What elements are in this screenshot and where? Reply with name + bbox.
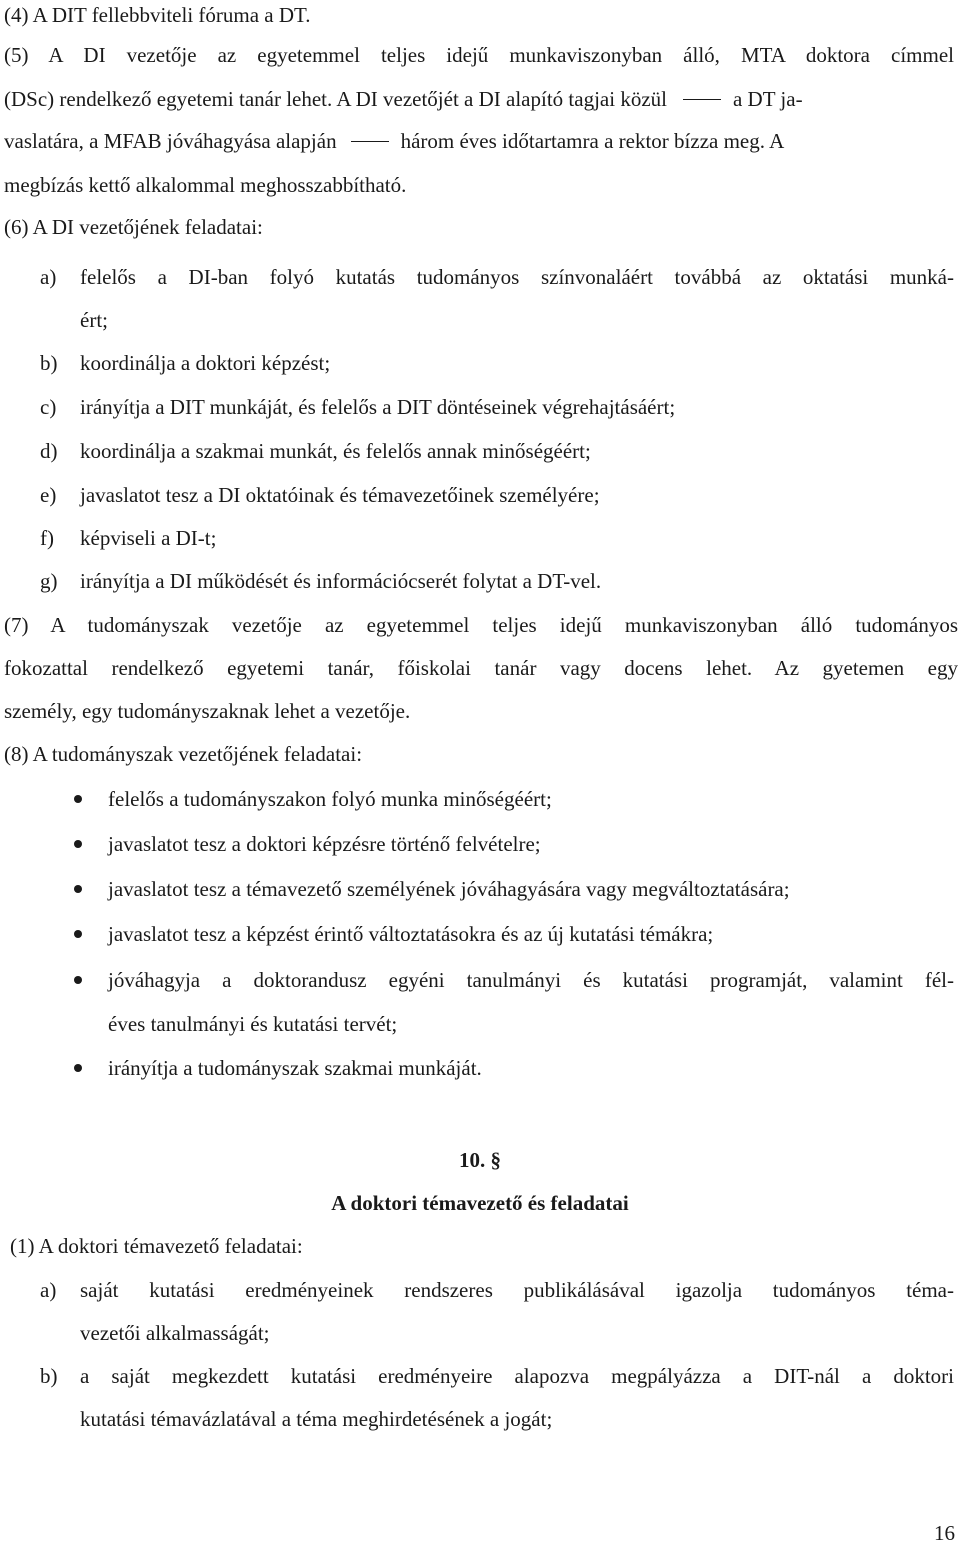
paragraph-5-line-2-end: a DT ja- [732,87,803,111]
bullet-icon [74,795,82,803]
list-item-d: koordinálja a szakmai munkát, és felelős annak minőségéért; [80,439,591,463]
section-item-b-line-1: a saját megkezdett kutatási eredményeire alapozva megpályázza a DIT-nál a doktori [80,1364,954,1388]
paragraph-6-heading: (6) A DI vezetőjének feladatai: [4,215,263,239]
list-marker: a) [40,265,57,289]
list-marker: g) [40,569,58,593]
paragraph-5-line-2 [4,86,954,112]
em-dash [351,141,389,142]
bullet-icon [74,885,82,893]
list-marker: c) [40,395,57,419]
list-item-e: javaslatot tesz a DI oktatóinak és témavezetőinek személyére; [80,483,600,507]
bullet-icon [74,1064,82,1072]
paragraph-4: (4) A DIT fellebbviteli fóruma a DT. [4,3,311,27]
section-item-b-line-2: kutatási témavázlatával a téma meghirdetésének a jogát; [80,1407,553,1431]
bullet-item-3: javaslatot tesz a témavezető személyének jóváhagyására vagy megváltoztatására; [108,877,790,901]
paragraph-5-line-2-text: (DSc) rendelkező egyetemi tanár lehet. A DI vezetőjét a DI alapító tagjai közül [4,87,667,111]
bullet-item-1: felelős a tudományszakon folyó munka minőségéért; [108,787,552,811]
list-item-g: irányítja a DI működését és információcserét folytat a DT-vel. [80,569,602,593]
paragraph-5-line-1: (5) A DI vezetője az egyetemmel teljes idejű munkaviszonyban álló, MTA doktora címmel [4,43,954,67]
paragraph-5-line-4: megbízás kettő alkalommal meghosszabbítható. [4,173,407,197]
paragraph-5-line-3 [4,128,784,154]
paragraph-5-line-3-text-a: vaslatára, a MFAB jóváhagyása alapján [4,129,337,153]
section-item-a-line-2: vezetői alkalmasságát; [80,1321,270,1345]
section-item-a-line-1: saját kutatási eredményeinek rendszeres publikálásával igazolja tudományos téma- [80,1278,954,1302]
bullet-item-6: irányítja a tudományszak szakmai munkáját. [108,1056,482,1080]
paragraph-7-line-3: személy, egy tudományszaknak lehet a vezetője. [4,699,411,723]
paragraph-8-heading: (8) A tudományszak vezetőjének feladatai: [4,742,363,766]
bullet-item-5-line-2: éves tanulmányi és kutatási tervét; [108,1012,398,1036]
paragraph-7-line-2: fokozattal rendelkező egyetemi tanár, főiskolai tanár vagy docens lehet. Az gyetemen egy [4,656,958,680]
list-marker: d) [40,439,58,463]
bullet-icon [74,976,82,984]
bullet-icon [74,840,82,848]
section-number: 10. § [459,1148,501,1172]
list-marker: a) [40,1278,57,1302]
list-marker: b) [40,1364,58,1388]
section-paragraph-1-heading: (1) A doktori témavezető feladatai: [10,1234,303,1258]
page-number: 16 [934,1521,955,1545]
list-item-f: képviseli a DI-t; [80,526,217,550]
list-marker: f) [40,526,54,550]
list-item-a-line-1: felelős a DI-ban folyó kutatás tudományos színvonaláért továbbá az oktatási munká- [80,265,954,289]
list-item-b: koordinálja a doktori képzést; [80,351,331,375]
list-marker: b) [40,351,58,375]
paragraph-5-line-3-text-b: három éves időtartamra a rektor bízza meg. A [400,129,785,153]
list-item-a-line-2: ért; [80,308,108,332]
list-item-c: irányítja a DIT munkáját, és felelős a DIT döntéseinek végrehajtásáért; [80,395,676,419]
bullet-item-5-line-1: jóváhagyja a doktorandusz egyéni tanulmányi és kutatási programját, valamint fél- [108,968,954,992]
bullet-item-4: javaslatot tesz a képzést érintő változtatásokra és az új kutatási témákra; [108,922,714,946]
em-dash [683,99,721,100]
paragraph-7-line-1: (7) A tudományszak vezetője az egyetemmel teljes idejű munkaviszonyban álló tudományos [4,613,958,637]
list-marker: e) [40,483,57,507]
section-title: A doktori témavezető és feladatai [331,1191,629,1215]
bullet-item-2: javaslatot tesz a doktori képzésre történő felvételre; [108,832,541,856]
bullet-icon [74,930,82,938]
